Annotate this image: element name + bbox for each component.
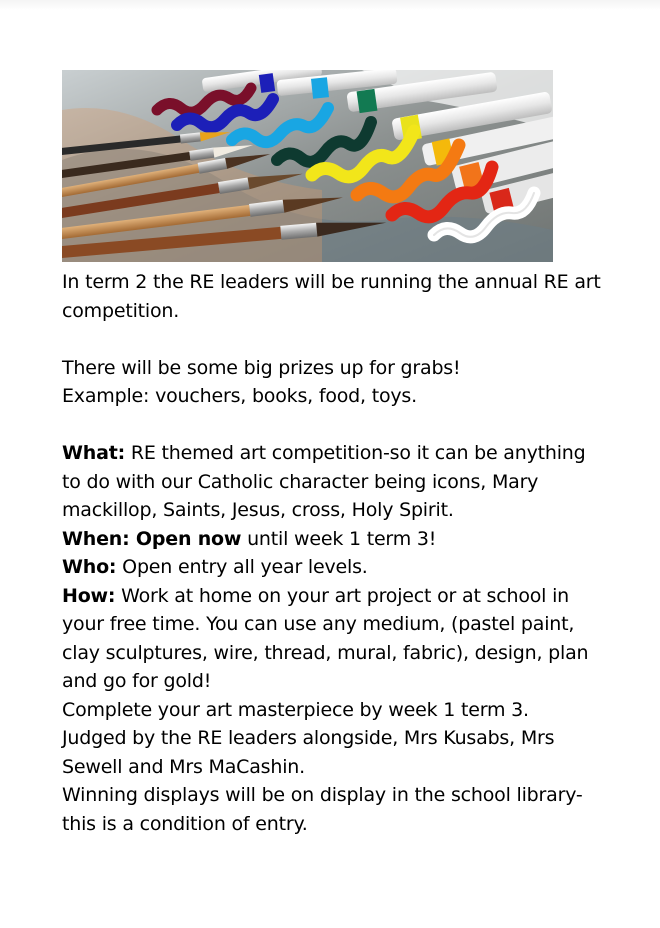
- who-label: Who:: [62, 556, 117, 578]
- when-section: [62, 525, 607, 554]
- how-text: Work at home on your art project or at school in your free time. You can use any medium, (pastel paint, clay sculptures, wire, thread, mural, fabric), design, plan and go for gold!: [62, 584, 589, 692]
- display-line: Winning displays will be on display in the school library-this is a condition of entry.: [62, 784, 583, 835]
- deadline-line: Complete your art masterpiece by week 1 term 3.: [62, 698, 529, 721]
- art-supplies-photo: [62, 70, 553, 262]
- prize-examples: Example: vouchers, books, food, toys.: [62, 385, 417, 407]
- prizes-line: There will be some big prizes up for grabs!: [62, 356, 461, 379]
- intro-line: In term 2 the RE leaders will be running the annual RE art competition.: [62, 271, 601, 322]
- when-open-now: Open now: [129, 527, 242, 550]
- when-label: When:: [62, 527, 130, 550]
- how-label: How:: [62, 584, 116, 607]
- who-text: Open entry all year levels.: [116, 556, 368, 578]
- what-section: [62, 439, 607, 525]
- judges-line: Judged by the RE leaders alongside, Mrs Kusabs, Mrs Sewell and Mrs MaCashin.: [62, 727, 555, 778]
- what-label: What:: [62, 442, 125, 464]
- what-text: RE themed art competition-so it can be anything to do with our Catholic character being icons, Mary mackillop, Saints, Jesus, cross, Holy Spirit.: [62, 442, 586, 521]
- when-text: until week 1 term 3!: [241, 527, 437, 550]
- how-section: [62, 582, 607, 696]
- who-section: [62, 553, 607, 582]
- announcement-text: [62, 268, 607, 838]
